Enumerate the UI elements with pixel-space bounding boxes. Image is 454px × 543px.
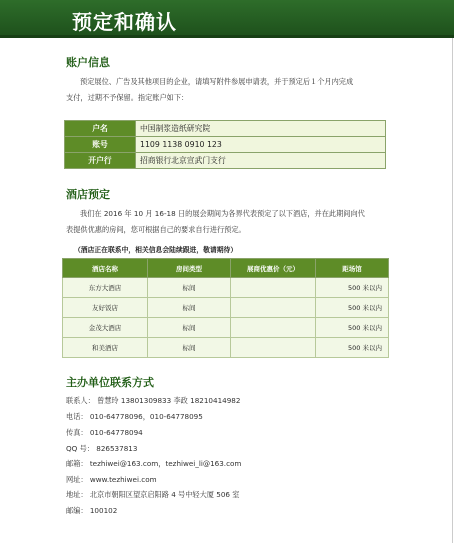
hotel-intro	[66, 206, 392, 238]
hotel-name: 和美酒店	[63, 338, 148, 358]
distance: 500 米以内	[316, 278, 389, 298]
table-row	[63, 338, 389, 358]
column-header: 酒店名称	[63, 259, 148, 278]
page-header	[0, 0, 454, 38]
account-label: 户名	[65, 121, 136, 137]
account-row	[65, 153, 386, 169]
account-intro	[66, 74, 392, 106]
room-type: 标间	[148, 318, 231, 338]
contact-email: 邮箱： tezhiwei@163.com，tezhiwei_li@163.com	[66, 459, 242, 468]
account-value: 1109 1138 0910 123	[136, 137, 386, 153]
exhibitor-price	[231, 298, 316, 318]
contact-section-title: 主办单位联系方式	[66, 376, 154, 389]
room-type: 标间	[148, 278, 231, 298]
page-edge	[452, 38, 453, 543]
account-row	[65, 121, 386, 137]
hotel-name: 友好饭店	[63, 298, 148, 318]
room-type: 标间	[148, 298, 231, 318]
account-section-title: 账户信息	[66, 56, 110, 69]
hotel-intro-line1: 我们在 2016 年 10 月 16-18 日的展会期间为各界代表预定了以下酒店，并在此期间向代	[80, 209, 365, 218]
contact-postcode: 邮编： 100102	[66, 506, 118, 515]
table-row	[63, 278, 389, 298]
hotel-name: 东方大酒店	[63, 278, 148, 298]
hotel-table	[62, 258, 389, 358]
exhibitor-price	[231, 278, 316, 298]
distance: 500 米以内	[316, 318, 389, 338]
column-header: 房间类型	[148, 259, 231, 278]
account-label: 开户行	[65, 153, 136, 169]
contact-address: 地址： 北京市朝阳区望京启阳路 4 号中轻大厦 506 室	[66, 490, 240, 499]
account-value: 中国制浆造纸研究院	[136, 121, 386, 137]
contact-website: 网址： www.tezhiwei.com	[66, 475, 157, 484]
contact-qq: QQ 号： 826537813	[66, 444, 138, 453]
hotel-note: （酒店正在联系中，相关信息会陆续跟进，敬请期待）	[74, 246, 238, 254]
account-intro-line2: 支付，过期不予保留。指定账户如下：	[66, 93, 189, 102]
account-label: 账号	[65, 137, 136, 153]
column-header: 展商优惠价（元）	[231, 259, 316, 278]
page-title: 预定和确认	[72, 10, 177, 34]
account-row	[65, 137, 386, 153]
contact-phone: 电话： 010-64778096，010-64778095	[66, 412, 203, 421]
hotel-name: 金茂大酒店	[63, 318, 148, 338]
table-row	[63, 318, 389, 338]
contact-person: 联系人： 曾慧玲 13801309833 李政 18210414982	[66, 396, 241, 405]
exhibitor-price	[231, 318, 316, 338]
column-header: 距场馆	[316, 259, 389, 278]
distance: 500 米以内	[316, 338, 389, 358]
hotel-header-row	[63, 259, 389, 278]
account-value: 招商银行北京宣武门支行	[136, 153, 386, 169]
room-type: 标间	[148, 338, 231, 358]
hotel-intro-line2: 表提供优惠的房间，您可根据自己的要求自行进行预定。	[66, 225, 246, 234]
exhibitor-price	[231, 338, 316, 358]
distance: 500 米以内	[316, 298, 389, 318]
contact-fax: 传真： 010-64778094	[66, 428, 143, 437]
account-intro-line1: 预定展位、广告及其他项目的企业，请填写附件参展申请表，并于预定后１个月内完成	[80, 77, 354, 86]
table-row	[63, 298, 389, 318]
account-table	[64, 120, 386, 169]
header-divider	[0, 35, 454, 38]
hotel-section-title: 酒店预定	[66, 188, 110, 201]
